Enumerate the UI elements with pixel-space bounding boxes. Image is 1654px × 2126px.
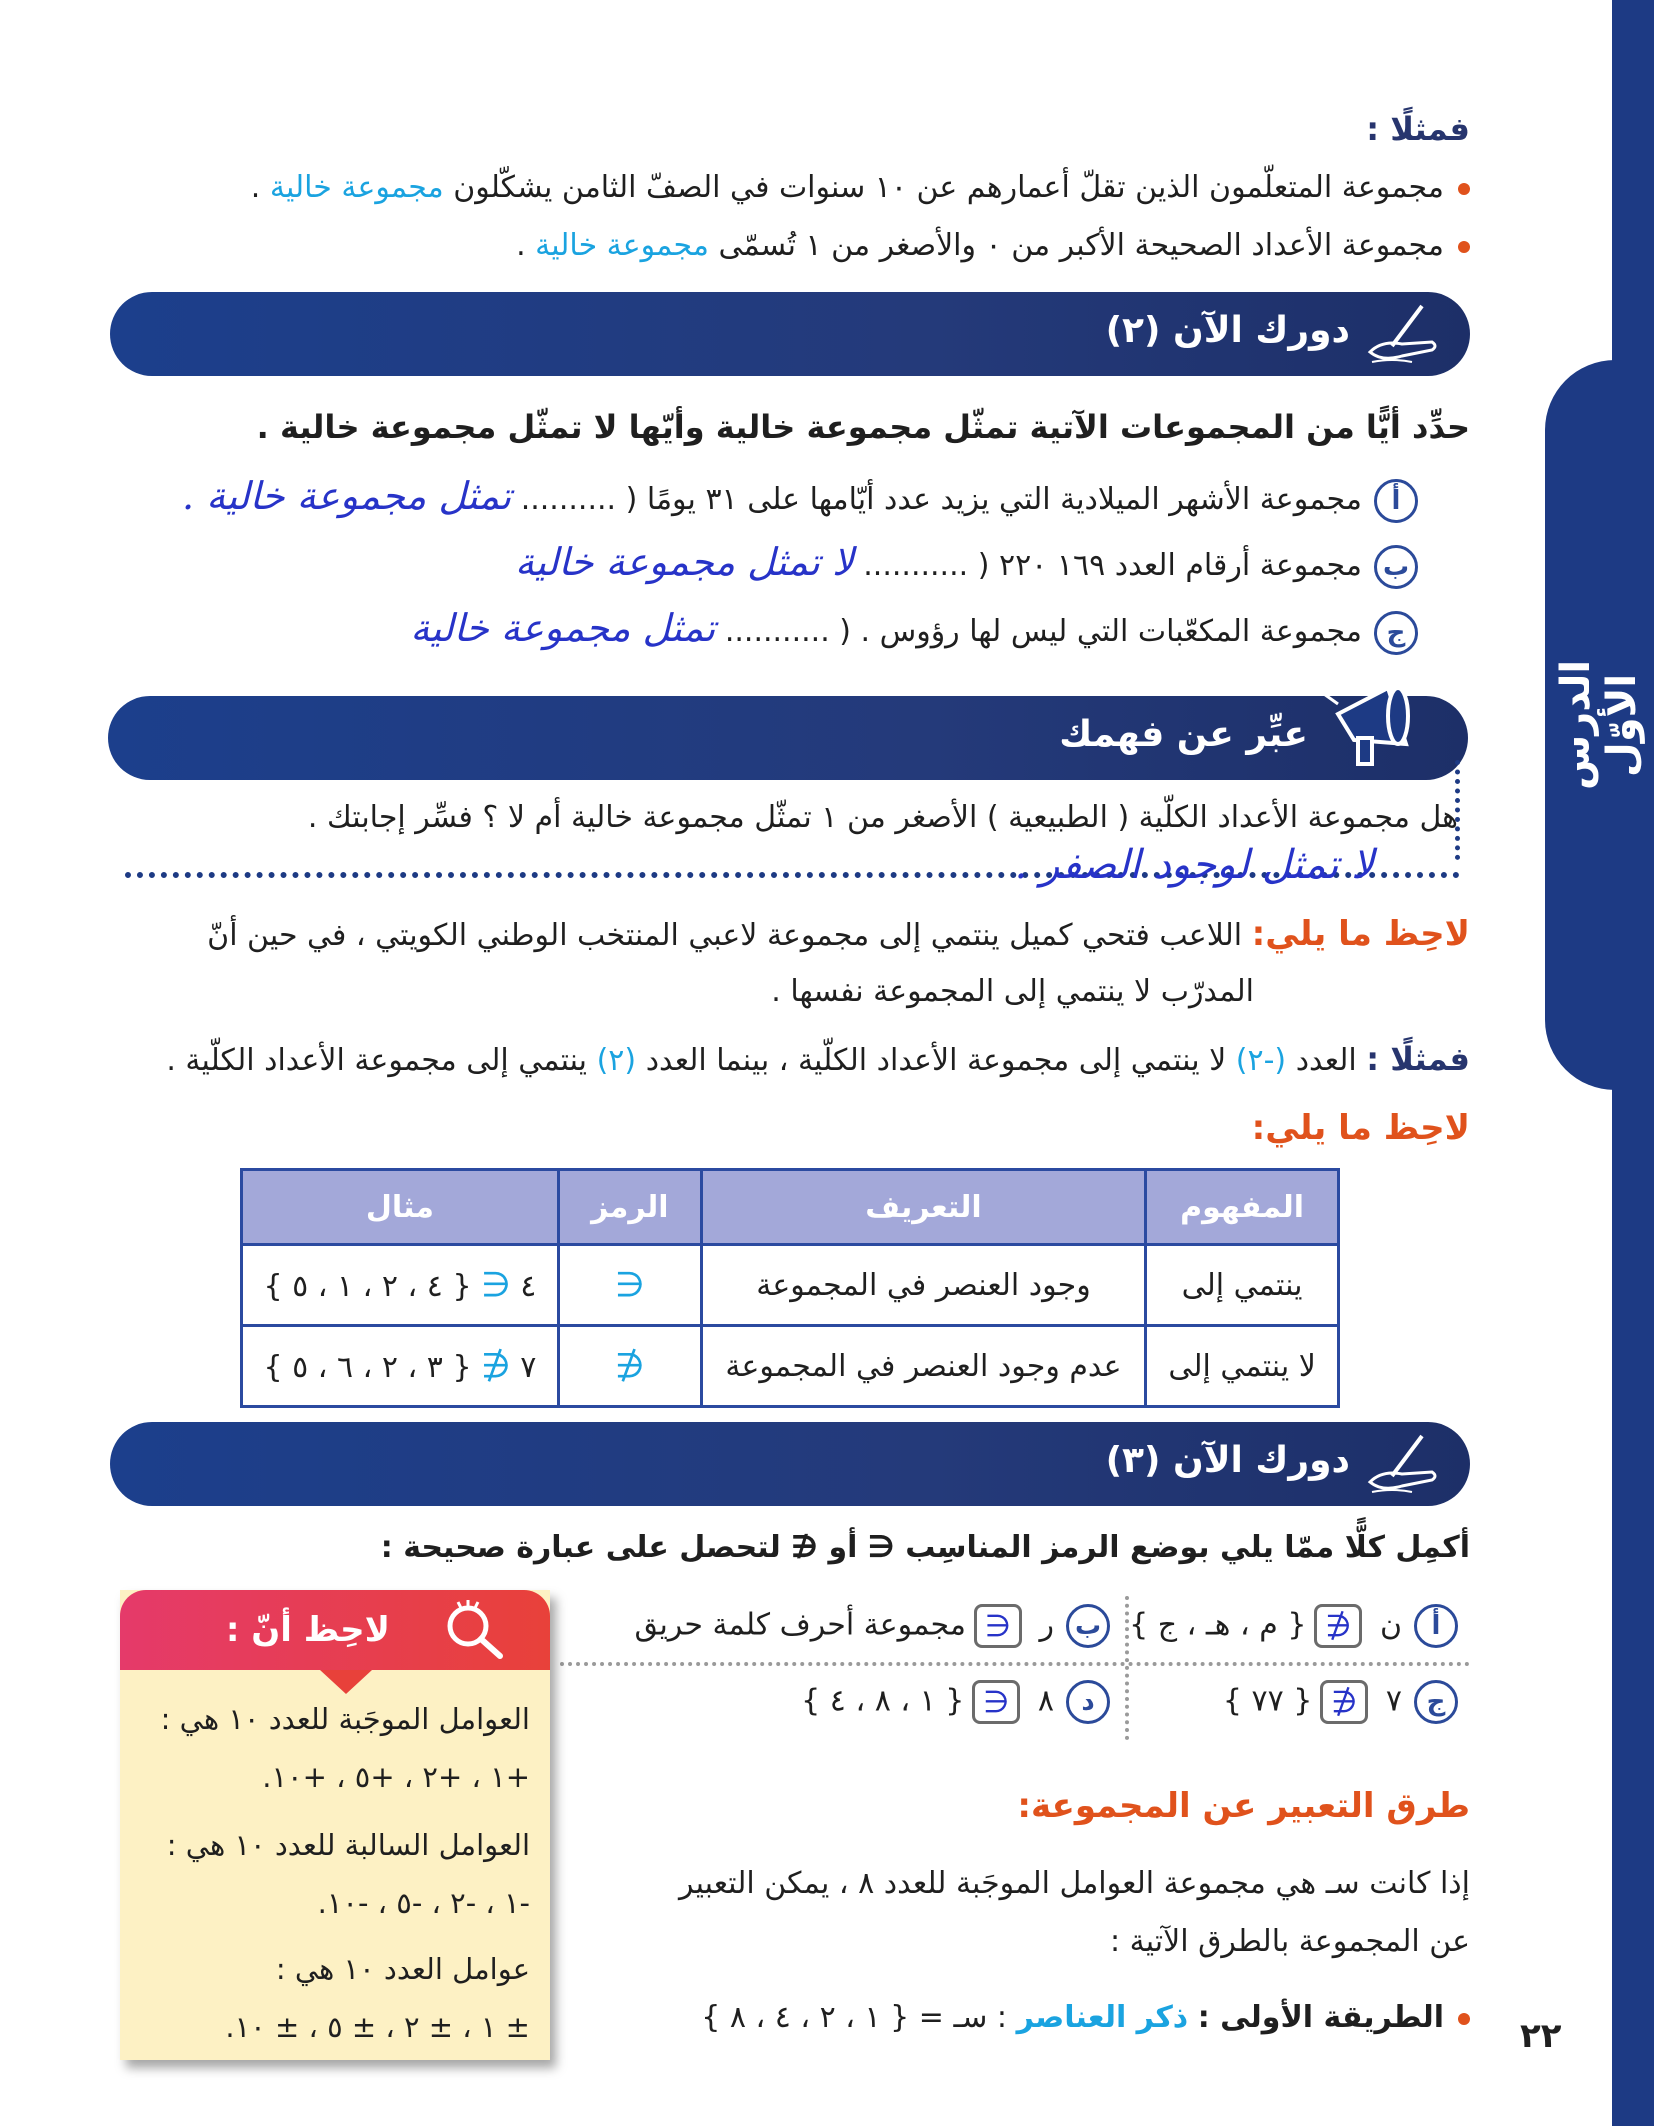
q3-item-b: بر ∈مجموعة أحرف كلمة حريق: [634, 1604, 1110, 1648]
answer-box-a: ∉: [1314, 1604, 1362, 1648]
membership-table: [240, 1168, 1340, 1408]
note-card-header: [120, 1590, 550, 1670]
banner-3-title: دورك الآن (٣): [1105, 1440, 1350, 1481]
lesson-side-tab: [1545, 360, 1654, 1090]
letter-badge-b: ب: [1374, 545, 1418, 589]
q3-item-d: د٨ ∈{ ١ ، ٨ ، ٤ }: [801, 1680, 1110, 1724]
methods-line-2: عن المجموعة بالطرق الآتية :: [1110, 1924, 1470, 1959]
cell-symbol: ∈: [558, 1245, 701, 1326]
note-line-5: عوامل العدد ١٠ هي :: [275, 1952, 530, 1986]
q2-item-c: جمجموعة المكعّبات التي ليس لها رؤوس . ( ........... تمثل مجموعة خالية: [410, 606, 1418, 655]
example-line-2: مجموعة الأعداد الصحيحة الأكبر من ٠ والأصغر من ١ تُسمّى مجموعة خالية .: [516, 228, 1470, 263]
methods-line-1: إذا كانت سـ هي مجموعة العوامل الموجَبة للعدد ٨ ، يمكن التعبير: [679, 1866, 1470, 1901]
letter-badge-a: أ: [1414, 1604, 1458, 1648]
writing-hand-icon: [1362, 1430, 1442, 1498]
note-card: [120, 1590, 550, 2060]
note-line-1: العوامل الموجَبة للعدد ١٠ هي :: [160, 1702, 530, 1736]
bullet-icon: [1458, 183, 1470, 195]
bullet-icon: [1458, 241, 1470, 253]
header-example: مثال: [242, 1170, 559, 1245]
q3-prompt: أكمِل كلًّا ممّا يلي بوضع الرمز المناسِب ∈ أو ∉ لتحصل على عبارة صحيحة :: [380, 1530, 1470, 1565]
q3-item-c: ج٧ ∉{ ٧٧ }: [1223, 1680, 1458, 1724]
example-line-1: مجموعة المتعلّمون الذين تقلّ أعمارهم عن ١٠ سنوات في الصفّ الثامن يشكّلون مجموعة خالية .: [251, 170, 1470, 205]
note-card-pointer: [320, 1670, 372, 1694]
letter-badge-a: أ: [1374, 479, 1418, 523]
handwritten-express-answer: لا تمثل لوجود الصفر .: [1014, 842, 1374, 888]
table-row: [242, 1326, 1339, 1407]
table-row: [242, 1245, 1339, 1326]
answer-box-b: ∈: [974, 1604, 1022, 1648]
cell-concept: لا ينتمي إلى: [1146, 1326, 1339, 1407]
notice-1-label: لاحِظ ما يلي:: [1251, 914, 1470, 954]
note-line-6: ± ١ ، ± ٢ ، ± ٥ ، ± ١٠.: [225, 2010, 530, 2044]
q3-divider-horizontal: [560, 1662, 1470, 1666]
your-turn-banner-2: [110, 292, 1470, 376]
handwritten-answer-b: لا تمثل مجموعة خالية: [515, 540, 854, 584]
writing-hand-icon: [1362, 300, 1442, 368]
header-concept: المفهوم: [1146, 1170, 1339, 1245]
cell-example: ٧ ∉ { ٣ ، ٢ ، ٦ ، ٥ }: [242, 1326, 559, 1407]
notice-1-line-2: المدرّب لا ينتمي إلى المجموعة نفسها .: [771, 974, 1254, 1009]
note-line-3: العوامل السالبة للعدد ١٠ هي :: [166, 1828, 530, 1862]
example-label: فمثلًا :: [1366, 110, 1470, 148]
handwritten-answer-c: تمثل مجموعة خالية: [410, 606, 716, 650]
answer-box-c: ∉: [1320, 1680, 1368, 1724]
lesson-side-tab-label: الدرس الأوّل: [1553, 659, 1645, 791]
header-definition: التعريف: [701, 1170, 1145, 1245]
methods-heading: طرق التعبير عن المجموعة:: [1017, 1786, 1470, 1826]
bullet-icon: [1458, 2013, 1470, 2025]
cell-example: ٤ ∈ { ٤ ، ٢ ، ١ ، ٥ }: [242, 1245, 559, 1326]
cell-definition: وجود العنصر في المجموعة: [701, 1245, 1145, 1326]
letter-badge-c: ج: [1414, 1680, 1458, 1724]
express-banner: [108, 696, 1468, 780]
note-line-4: -١ ، -٢ ، -٥ ، -١٠.: [317, 1886, 530, 1920]
express-banner-title: عبِّر عن فهمك: [1059, 714, 1308, 755]
page-number: ٢٢: [1520, 2016, 1562, 2056]
notice-2-label: لاحِظ ما يلي:: [1251, 1108, 1470, 1148]
megaphone-icon: [1318, 674, 1428, 774]
answer-box-d: ∈: [972, 1680, 1020, 1724]
letter-badge-c: ج: [1374, 611, 1418, 655]
your-turn-banner-3: [110, 1422, 1470, 1506]
letter-badge-b: ب: [1066, 1604, 1110, 1648]
note-line-2: +١ ، +٢ ، +٥ ، +١٠.: [262, 1760, 530, 1794]
q3-divider-vertical: [1125, 1596, 1129, 1740]
q2-item-b: بمجموعة أرقام العدد ١٦٩ ٢٢٠ ( ........... لا تمثل مجموعة خالية: [515, 540, 1418, 589]
table-header-row: [242, 1170, 1339, 1245]
express-question: هل مجموعة الأعداد الكلّية ( الطبيعية ) الأصغر من ١ تمثّل مجموعة خالية أم لا ؟ فسِّر إجابتك .: [307, 800, 1458, 835]
magnifier-icon: [440, 1596, 510, 1662]
banner-2-title: دورك الآن (٢): [1105, 310, 1350, 351]
header-symbol: الرمز: [558, 1170, 701, 1245]
letter-badge-d: د: [1066, 1680, 1110, 1724]
q2-item-a: أمجموعة الأشهر الميلادية التي يزيد عدد أيّامها على ٣١ يومًا ( .......... تمثل مجموعة خالية .: [182, 474, 1418, 523]
q3-item-a: أن ∉{ م ، هـ ، ج }: [1129, 1604, 1458, 1648]
note-card-title: لاحِظ أنّ :: [225, 1610, 390, 1650]
cell-concept: ينتمي إلى: [1146, 1245, 1339, 1326]
example-2: فمثلًا : العدد (-٢) لا ينتمي إلى مجموعة الأعداد الكلّية ، بينما العدد (٢) ينتمي إلى مجموعة الأعداد الكلّية .: [166, 1040, 1470, 1078]
notice-1: لاحِظ ما يلي: اللاعب فتحي كميل ينتمي إلى مجموعة لاعبي المنتخب الوطني الكويتي ، في حين أنّ: [207, 914, 1470, 954]
handwritten-answer-a: تمثل مجموعة خالية .: [182, 474, 512, 518]
first-method: الطريقة الأولى : ذكر العناصر : سـ = { ١ ، ٢ ، ٤ ، ٨ }: [701, 2000, 1470, 2035]
cell-symbol: ∉: [558, 1326, 701, 1407]
q2-prompt: حدِّد أيًّا من المجموعات الآتية تمثّل مجموعة خالية وأيّها لا تمثّل مجموعة خالية .: [256, 408, 1470, 446]
cell-definition: عدم وجود العنصر في المجموعة: [701, 1326, 1145, 1407]
example-2-label: فمثلًا :: [1366, 1040, 1470, 1078]
